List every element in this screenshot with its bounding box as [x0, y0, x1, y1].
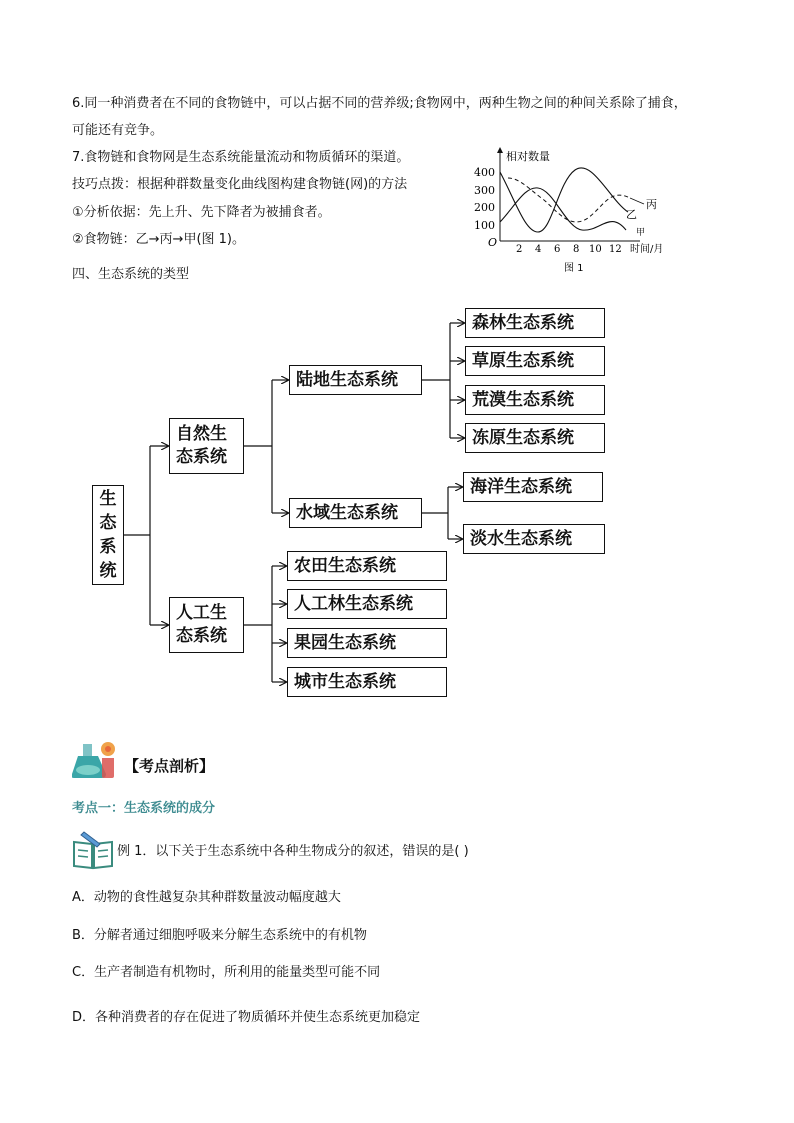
- y-tick: 300: [474, 184, 495, 197]
- x-tick: 6: [554, 244, 561, 255]
- box-land-ecosystem: 陆地生态系统: [289, 365, 422, 395]
- option-d: D．各种消费者的存在促进了物质循环并使生态系统更加稳定: [72, 1010, 421, 1025]
- box-artificial-ecosystem: 人工生 态系统: [169, 597, 244, 653]
- box-ecosystem-root: 生 态 系 统: [92, 485, 124, 585]
- y-tick: 100: [474, 219, 495, 232]
- box-freshwater-ecosystem: 淡水生态系统: [463, 524, 605, 554]
- flask-icon: [72, 740, 122, 780]
- exam-point-1: 考点一：生态系统的成分: [72, 801, 216, 816]
- x-tick: 12: [609, 244, 622, 255]
- y-tick: 200: [474, 201, 495, 214]
- label-bing: 丙: [646, 198, 657, 211]
- box-water-ecosystem: 水域生态系统: [289, 498, 422, 528]
- box-natural-ecosystem: 自然生 态系统: [169, 418, 244, 474]
- x-tick: 10: [589, 244, 602, 255]
- curve-jia: [500, 188, 626, 230]
- box-urban-ecosystem: 城市生态系统: [287, 667, 447, 697]
- option-c: C．生产者制造有机物时，所利用的能量类型可能不同: [72, 965, 381, 980]
- tip-heading: 技巧点拨：根据种群数量变化曲线图构建食物链(网)的方法: [72, 177, 408, 192]
- box-forest-ecosystem: 森林生态系统: [465, 308, 605, 338]
- box-farmland-ecosystem: 农田生态系统: [287, 551, 447, 581]
- label-yi: 乙: [626, 208, 637, 221]
- paragraph-6-line2: 可能还有竞争。: [72, 123, 164, 138]
- tip-point-2: ②食物链：乙→丙→甲(图 1)。: [72, 232, 245, 247]
- y-axis-label: 相对数量: [506, 150, 550, 163]
- box-desert-ecosystem: 荒漠生态系统: [465, 385, 605, 415]
- population-curve-figure: [470, 140, 685, 275]
- y-tick: 400: [474, 166, 495, 179]
- box-plantation-ecosystem: 人工林生态系统: [287, 589, 447, 619]
- x-tick: 4: [535, 244, 542, 255]
- paragraph-6-line1: 6.同一种消费者在不同的食物链中，可以占据不同的营养级;食物网中，两种生物之间的种间关系除了捕食，: [72, 96, 687, 111]
- option-b: B．分解者通过细胞呼吸来分解生态系统中的有机物: [72, 928, 367, 943]
- example-1-question: 例 1．以下关于生态系统中各种生物成分的叙述，错误的是( ): [117, 844, 469, 859]
- book-icon: [70, 830, 118, 870]
- figure-caption: 图 1: [564, 263, 584, 274]
- box-orchard-ecosystem: 果园生态系统: [287, 628, 447, 658]
- x-tick: 8: [573, 244, 580, 255]
- box-tundra-ecosystem: 冻原生态系统: [465, 423, 605, 453]
- section-4-title: 四、生态系统的类型: [72, 267, 190, 282]
- tip-point-1: ①分析依据：先上升、先下降者为被捕食者。: [72, 205, 331, 220]
- box-ocean-ecosystem: 海洋生态系统: [463, 472, 603, 502]
- curve-bing: [508, 178, 630, 222]
- x-tick: 2: [516, 244, 523, 255]
- origin-label: O: [488, 236, 498, 249]
- label-jia: 甲: [636, 228, 646, 238]
- analysis-title: 【考点剖析】: [124, 757, 215, 775]
- option-a: A．动物的食性越复杂其种群数量波动幅度越大: [72, 890, 341, 905]
- paragraph-7: 7.食物链和食物网是生态系统能量流动和物质循环的渠道。: [72, 150, 410, 165]
- box-grassland-ecosystem: 草原生态系统: [465, 346, 605, 376]
- x-axis-label: 时间/月: [630, 244, 664, 255]
